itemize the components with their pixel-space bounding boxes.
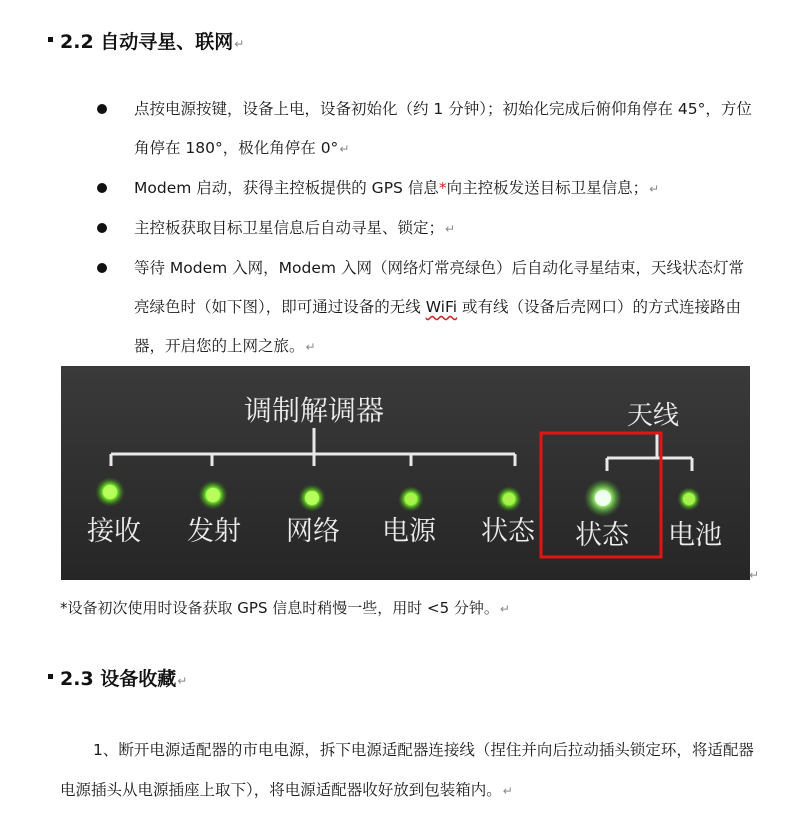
bullet-dot-icon <box>97 183 107 193</box>
group-label-modem: 调制解调器 <box>243 394 385 427</box>
bullet-list <box>97 90 757 367</box>
led-label-status: 状态 <box>481 516 535 547</box>
panel-background <box>61 366 750 580</box>
bullet-text-cont: 或有线（设备后壳网口）的方式连接路由器，开启您的上网之旅。 <box>134 298 742 355</box>
led-label-receive: 接收 <box>87 516 141 547</box>
led-indicator <box>298 484 326 512</box>
paragraph-text: 1、断开电源适配器的市电电源，拆下电源适配器连接线（捏住并向后拉动插头锁定环，将适配器电源插头从电源插座上取下），将电源适配器收好放到包装箱内。 <box>60 741 754 799</box>
led-panel-drawing <box>61 366 750 580</box>
heading-square-marker <box>48 37 53 42</box>
note-text: *设备初次使用时设备获取 GPS 信息时稍慢一些，用时 <5 分钟。 <box>60 599 499 617</box>
bullet-item <box>97 209 757 249</box>
bullet-text: 等待 Modem 入网，Modem 入网（网络灯常亮绿色）后自动化寻星结束，天线状态灯常亮绿色时（如下图），即可通过设备的无线 <box>134 259 744 316</box>
paragraph-mark-icon: ↵ <box>445 222 456 236</box>
footnote-star: * <box>438 179 447 197</box>
led-indicator <box>95 477 125 507</box>
paragraph-mark-icon: ↵ <box>177 674 188 688</box>
bullet-text: Modem 启动，获得主控板提供的 GPS 信息 <box>134 179 439 197</box>
led-indicator <box>398 486 424 512</box>
led-label-transmit: 发射 <box>187 516 241 547</box>
bullet-dot-icon <box>97 104 107 114</box>
paragraph-mark-icon: ↵ <box>502 784 513 798</box>
bullet-text: 点按电源按键，设备上电，设备初始化（约 1 分钟）；初始化完成后俯仰角停在 45°，方位角停在 180°，极化角停在 0° <box>134 100 752 157</box>
led-label-network: 网络 <box>286 516 340 547</box>
led-label-power: 电源 <box>382 516 436 547</box>
wifi-spellcheck-word: WiFi <box>425 298 458 316</box>
group-label-antenna: 天线 <box>626 401 680 431</box>
paragraph-mark-icon: ↵ <box>649 182 660 196</box>
paragraph-mark-icon: ↵ <box>305 340 316 354</box>
section-heading-2-3 <box>48 664 187 691</box>
bullet-item <box>97 90 757 169</box>
bullet-text: 主控板获取目标卫星信息后自动寻星、锁定； <box>134 219 445 237</box>
section-title-2-2: 2.2 自动寻星、联网 <box>60 31 234 53</box>
bullet-dot-icon <box>97 263 107 273</box>
section-title-2-3: 2.3 设备收藏 <box>60 668 177 690</box>
led-label-antenna-status: 状态 <box>575 520 629 551</box>
led-indicator <box>496 486 522 512</box>
section-heading-2-2 <box>48 27 244 54</box>
led-indicator <box>198 480 228 510</box>
led-label-battery: 电池 <box>668 520 722 551</box>
paragraph-mark-icon: ↵ <box>499 602 510 616</box>
paragraph-mark-icon: ↵ <box>339 142 350 156</box>
heading-square-marker <box>48 674 53 679</box>
bullet-dot-icon <box>97 223 107 233</box>
paragraph-mark-icon: ↵ <box>234 37 245 51</box>
paragraph-mark-icon: ↵ <box>749 568 760 582</box>
device-panel-photo <box>61 366 750 580</box>
led-indicator <box>677 487 701 511</box>
gps-note <box>60 597 510 618</box>
bullet-item <box>97 249 757 367</box>
storage-paragraph <box>60 730 760 811</box>
led-indicator <box>584 479 622 517</box>
bullet-item <box>97 169 757 209</box>
bullet-text-cont: 向主控板发送目标卫星信息； <box>446 179 649 197</box>
